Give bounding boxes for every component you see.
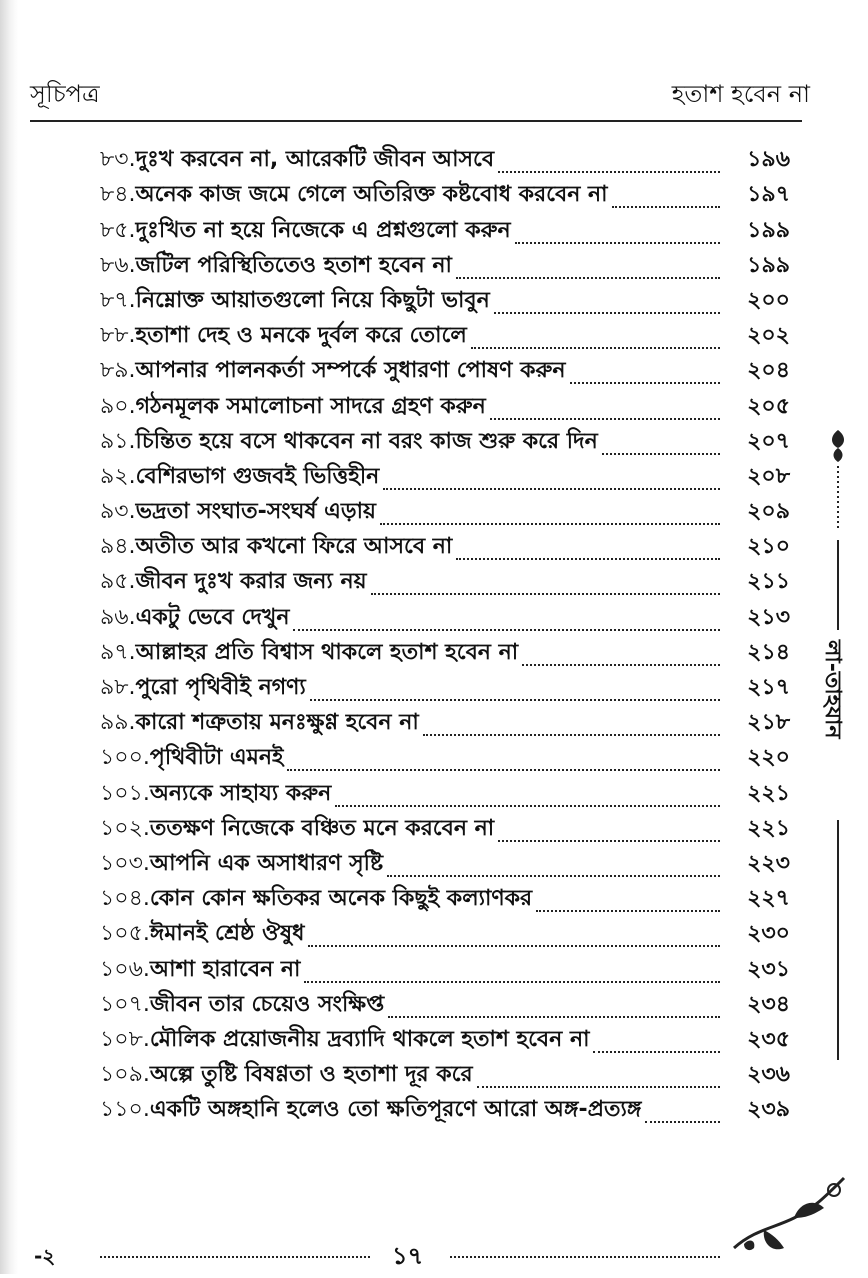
toc-dot-leader (335, 805, 720, 807)
footer-left-mark: -২ (34, 1244, 56, 1268)
toc-entry-title: আপনি এক অসাধারণ সৃষ্টি (149, 850, 384, 876)
toc-entry (100, 566, 790, 601)
toc-entry-title: হতাশা দেহ ও মনকে দুর্বল করে তোলে (135, 323, 467, 349)
toc-dot-leader (456, 558, 720, 560)
toc-entry (100, 426, 790, 461)
toc-entry-page: ২২০ (747, 745, 790, 771)
toc-entry-title: কোন কোন ক্ষতিকর অনেক কিছুই কল্যাণকর (149, 886, 533, 912)
toc-entry-number: ১০৩. (100, 850, 150, 876)
toc-entry-title: একটি অঙ্গহানি হলেও তো ক্ষতিপূরণে আরো অঙ্গ-প্রত্যঙ্গ (149, 1097, 642, 1123)
toc-entry-page: ২১৭ (747, 675, 790, 700)
toc-entry-page: ২০৫ (747, 393, 790, 419)
toc-entry-number: ১০৭. (100, 991, 150, 1017)
toc-entry-number: ৮৭. (100, 287, 136, 313)
toc-entry-number: ৮৬. (100, 252, 136, 278)
toc-entry (100, 144, 790, 179)
toc-dot-leader (522, 664, 720, 666)
toc-entry (100, 496, 790, 531)
toc-entry (100, 883, 790, 918)
toc-dot-leader (570, 382, 720, 384)
toc-entry-page: ২০২ (747, 323, 790, 349)
toc-dot-leader (593, 1051, 720, 1053)
toc-entry-title: আল্লাহর প্রতি বিশ্বাস থাকলে হতাশ হবেন না (135, 639, 519, 665)
toc-entry-number: ৯৪. (100, 534, 136, 560)
toc-entry-number: ১০৪. (100, 886, 150, 912)
toc-entry-page: ২২৩ (747, 850, 790, 876)
toc-dot-leader (490, 418, 720, 420)
toc-entry (100, 848, 790, 883)
toc-entry (100, 320, 790, 355)
toc-entry-page: ২২৭ (747, 886, 790, 912)
toc-entry-title: ততক্ষণ নিজেকে বঞ্চিত মনে করবেন না (149, 815, 495, 841)
toc-entry-page: ২২১ (747, 780, 790, 806)
toc-entry-number: ৯১. (100, 428, 136, 454)
side-ornament (820, 420, 856, 1160)
toc-dot-leader (536, 910, 720, 912)
toc-entry-page: ১৯৯ (747, 217, 790, 243)
table-of-contents (100, 144, 790, 1129)
toc-entry (100, 953, 790, 988)
toc-entry-title: নিম্নোক্ত আয়াতগুলো নিয়ে কিছুটা ভাবুন (135, 287, 490, 313)
toc-entry-number: ১০০. (100, 745, 150, 771)
toc-dot-leader (515, 242, 720, 244)
toc-dot-leader (423, 734, 720, 736)
toc-entry-page: ২০৭ (747, 428, 790, 454)
toc-entry-title: দুঃখ করবেন না, আরেকটি জীবন আসবে (135, 147, 495, 173)
running-header-left: সূচিপত্র (30, 80, 100, 108)
toc-entry-number: ৯৭. (100, 639, 136, 665)
toc-entry-number: ১১০. (100, 1097, 150, 1123)
toc-entry-number: ১০৮. (100, 1026, 150, 1052)
toc-entry-page: ২১১ (747, 569, 790, 595)
toc-entry-title: আশা হারাবেন না (149, 956, 301, 982)
toc-dot-leader (494, 312, 720, 314)
toc-entry-page: ২৩৫ (747, 1026, 790, 1052)
toc-entry-number: ১০১. (100, 780, 150, 806)
toc-entry-page: ১৯৯ (747, 252, 790, 278)
toc-dot-leader (380, 523, 720, 525)
toc-entry (100, 918, 790, 953)
toc-dot-leader (383, 488, 720, 490)
toc-entry (100, 1024, 790, 1059)
toc-entry-title: গঠনমূলক সমালোচনা সাদরে গ্রহণ করুন (135, 393, 486, 419)
toc-dot-leader (602, 453, 720, 455)
toc-entry-page: ২৩৪ (747, 991, 790, 1017)
toc-entry-page: ২১৮ (747, 710, 790, 736)
toc-entry-number: ৯৩. (100, 499, 136, 525)
toc-entry-number: ১০৯. (100, 1062, 150, 1088)
header-divider (30, 120, 802, 122)
toc-entry-page: ২৩০ (747, 921, 790, 947)
toc-entry (100, 285, 790, 320)
toc-entry-title: জীবন তার চেয়েও সংক্ষিপ্ত (149, 991, 385, 1017)
toc-dot-leader (371, 593, 720, 595)
toc-entry (100, 461, 790, 496)
toc-entry-number: ৯৮. (100, 675, 136, 700)
toc-entry (100, 531, 790, 566)
toc-entry (100, 214, 790, 249)
toc-dot-leader (388, 1016, 720, 1018)
toc-dot-leader (612, 206, 720, 208)
toc-entry-page: ২৩৯ (747, 1097, 790, 1123)
toc-entry-title: অন্যকে সাহায্য করুন (149, 780, 332, 806)
toc-entry-title: কারো শত্রুতায় মনঃক্ষুণ্ণ হবেন না (135, 710, 419, 736)
toc-entry (100, 637, 790, 672)
toc-entry (100, 813, 790, 848)
toc-dot-leader (498, 840, 720, 842)
toc-dot-leader (293, 629, 720, 631)
footer-divider-left (100, 1256, 370, 1258)
toc-entry-page: ১৯৭ (747, 182, 790, 208)
toc-dot-leader (310, 699, 720, 701)
toc-entry-title: পৃথিবীটা এমনই (149, 745, 284, 771)
toc-entry-title: ঈমানই শ্রেষ্ঠ ঔষুধ (149, 921, 305, 947)
toc-entry-number: ৯৯. (100, 710, 136, 736)
toc-entry-title: অনেক কাজ জমে গেলে অতিরিক্ত কষ্টবোধ করবেন না (135, 182, 608, 208)
toc-entry-page: ২৩১ (747, 956, 790, 982)
footer-divider-right (450, 1256, 720, 1258)
toc-entry (100, 672, 790, 707)
running-header-right: হতাশ হবেন না (671, 80, 810, 108)
toc-entry-number: ৯৫. (100, 569, 136, 595)
toc-entry-number: ১০৬. (100, 956, 150, 982)
toc-entry (100, 179, 790, 214)
toc-dot-leader (498, 171, 720, 173)
toc-entry (100, 390, 790, 425)
toc-entry (100, 355, 790, 390)
toc-entry-title: একটু ভেবে দেখুন (135, 604, 290, 630)
toc-entry-page: ২১৩ (747, 604, 790, 630)
leaf-ornament-icon (832, 430, 844, 462)
toc-dot-leader (471, 347, 720, 349)
toc-entry (100, 777, 790, 812)
toc-entry-page: ২১৪ (747, 639, 790, 665)
toc-entry-title: আপনার পালনকর্তা সম্পর্কে সুধারণা পোষণ করুন (135, 358, 566, 384)
toc-entry-title: পুরো পৃথিবীই নগণ্য (135, 675, 306, 700)
toc-dot-leader (477, 1086, 720, 1088)
page-edge-shadow (0, 0, 18, 1274)
toc-entry-number: ১০২. (100, 815, 150, 841)
toc-entry-number: ৯৬. (100, 604, 136, 630)
toc-entry-number: ৮৮. (100, 323, 136, 349)
toc-entry-page: ২০৪ (747, 358, 790, 384)
side-book-title: লা-তাহযান (820, 640, 845, 739)
toc-entry-title: ভদ্রতা সংঘাত-সংঘর্ষ এড়ায় (135, 499, 376, 525)
toc-entry-title: জীবন দুঃখ করার জন্য নয় (135, 569, 367, 595)
toc-entry (100, 742, 790, 777)
toc-entry-page: ২০৮ (747, 463, 790, 489)
corner-flourish-icon (724, 1168, 854, 1268)
toc-entry-title: জটিল পরিস্থিতিতেও হতাশ হবেন না (135, 252, 452, 278)
toc-entry (100, 1094, 790, 1129)
toc-entry-page: ২১০ (747, 534, 790, 560)
toc-entry-number: ৯০. (100, 393, 136, 419)
toc-entry-number: ৯২. (100, 463, 136, 489)
page-number: ১৭ (392, 1242, 424, 1270)
toc-entry-page: ২০০ (747, 287, 790, 313)
toc-entry-page: ২০৯ (747, 499, 790, 525)
toc-entry-title: বেশিরভাগ গুজবই ভিত্তিহীন (135, 463, 380, 489)
toc-entry-title: অতীত আর কখনো ফিরে আসবে না (135, 534, 453, 560)
toc-entry-number: ১০৫. (100, 921, 150, 947)
toc-entry-number: ৮৯. (100, 358, 136, 384)
toc-entry-title: মৌলিক প্রয়োজনীয় দ্রব্যাদি থাকলে হতাশ হবেন না (149, 1026, 590, 1052)
toc-entry (100, 601, 790, 636)
toc-entry-title: দুঃখিত না হয়ে নিজেকে এ প্রশ্নগুলো করুন (135, 217, 511, 243)
toc-entry (100, 250, 790, 285)
toc-dot-leader (308, 945, 720, 947)
toc-dot-leader (645, 1121, 720, 1123)
toc-entry (100, 707, 790, 742)
toc-dot-leader (456, 277, 720, 279)
toc-entry-number: ৮৫. (100, 217, 136, 243)
toc-entry-page: ২৩৬ (747, 1062, 790, 1088)
toc-entry (100, 1059, 790, 1094)
toc-entry-number: ৮৩. (100, 147, 136, 173)
toc-dot-leader (304, 981, 720, 983)
toc-entry (100, 989, 790, 1024)
toc-entry-title: অল্পে তুষ্টি বিষণ্ণতা ও হতাশা দূর করে (149, 1062, 473, 1088)
toc-entry-title: চিন্তিত হয়ে বসে থাকবেন না বরং কাজ শুরু করে দিন (135, 428, 598, 454)
toc-entry-page: ১৯৬ (747, 147, 790, 173)
toc-dot-leader (387, 875, 720, 877)
toc-entry-number: ৮৪. (100, 182, 136, 208)
toc-entry-page: ২২১ (747, 815, 790, 841)
toc-dot-leader (287, 769, 720, 771)
